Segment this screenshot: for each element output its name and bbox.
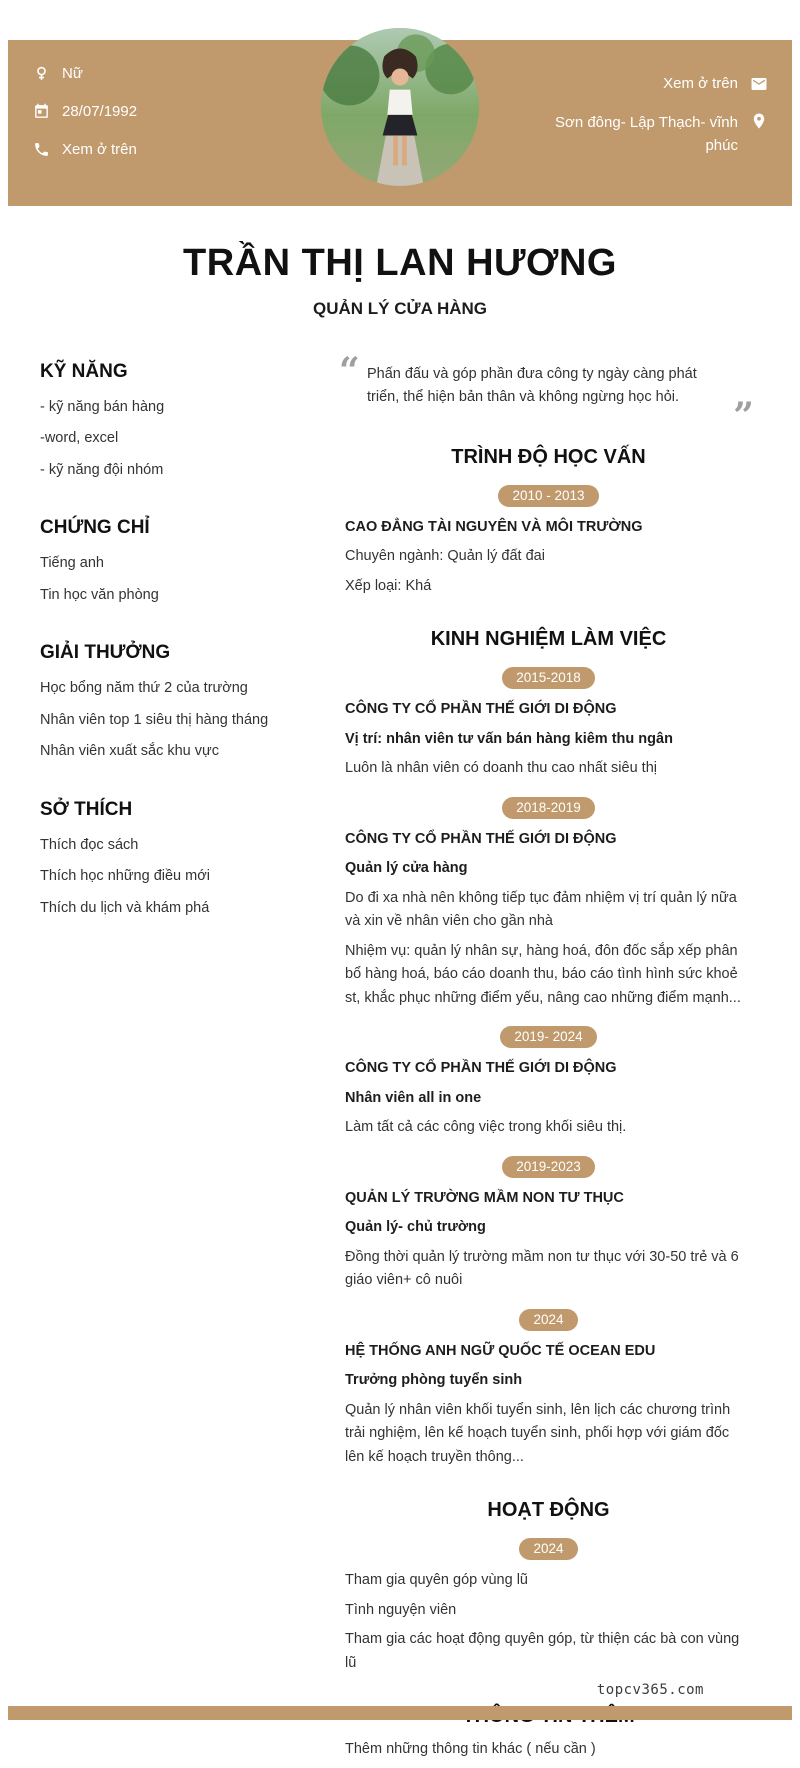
entry-role: Trưởng phòng tuyển sinh bbox=[345, 1372, 523, 1389]
entry-role: Vị trí: nhân viên tư vấn bán hàng kiêm thu ngân bbox=[345, 730, 673, 747]
period-badge: 2018-2019 bbox=[502, 797, 595, 819]
phone-row bbox=[32, 140, 137, 159]
entry-desc: Nhiệm vụ: quản lý nhân sự, hàng hoá, đôn đốc sắp xếp phân bổ hàng hoá, báo cáo doanh thu, báo cáo tình hình sức khoẻ st, khắc phục những điểm yếu, nâng cao những điểm mạnh... bbox=[345, 942, 741, 1006]
entry-desc: Quản lý nhân viên khối tuyển sinh, lên lịch các chương trình trải nghiệm, lên kế hoạch tuyển sinh, phối hợp với giám đốc lên kế hoạch truyền thông... bbox=[345, 1401, 731, 1465]
activity-line: Tham gia các hoạt động quyên góp, từ thiện các bà con vùng lũ bbox=[345, 1631, 740, 1671]
section-heading-education: TRÌNH ĐỘ HỌC VẤN bbox=[451, 445, 646, 468]
birthdate-row bbox=[32, 102, 137, 121]
activity-line: Tham gia quyên góp vùng lũ bbox=[345, 1572, 528, 1589]
open-quote-icon: “ bbox=[339, 350, 360, 392]
entry-role: Quản lý- chủ trường bbox=[345, 1219, 486, 1236]
sidebar-item: - kỹ năng bán hàng bbox=[40, 399, 165, 415]
period-badge: 2024 bbox=[519, 1309, 577, 1331]
sidebar-item: -word, excel bbox=[40, 430, 119, 447]
badge-row bbox=[345, 797, 752, 819]
sidebar-heading: CHỨNG CHỈ bbox=[40, 517, 150, 539]
gender-icon bbox=[32, 64, 51, 83]
sidebar-heading: GIẢI THƯỞNG bbox=[40, 642, 171, 664]
cv-body bbox=[0, 206, 800, 1768]
calendar-icon bbox=[32, 102, 51, 121]
header-contact-right bbox=[538, 74, 768, 182]
address-value: Sơn đông- Lập Thạch- vĩnh phúc bbox=[554, 114, 738, 155]
sidebar-item: Học bổng năm thứ 2 của trường bbox=[40, 680, 248, 697]
period-badge: 2019-2023 bbox=[502, 1156, 595, 1178]
location-icon bbox=[749, 111, 768, 130]
watermark-brand: topcv365.com bbox=[596, 1682, 704, 1698]
sidebar-item: Tin học văn phòng bbox=[40, 586, 159, 603]
mail-icon bbox=[749, 74, 768, 93]
entry-line: Xếp loại: Khá bbox=[345, 577, 432, 594]
period-badge: 2024 bbox=[519, 1538, 577, 1560]
entry-line: Chuyên ngành: Quản lý đất đai bbox=[345, 548, 545, 565]
period-badge: 2019- 2024 bbox=[500, 1026, 596, 1048]
sidebar-section-awards bbox=[40, 642, 305, 762]
entry-org: CAO ĐẲNG TÀI NGUYÊN VÀ MÔI TRƯỜNG bbox=[345, 518, 643, 535]
entry-org: QUẢN LÝ TRƯỜNG MẦM NON TƯ THỤC bbox=[345, 1189, 624, 1206]
section-heading-experience: KINH NGHIỆM LÀM VIỆC bbox=[430, 628, 667, 651]
objective-quote bbox=[339, 350, 754, 437]
sidebar-item: Nhân viên xuất sắc khu vực bbox=[40, 743, 219, 760]
gender-value: Nữ bbox=[62, 65, 83, 82]
entry-desc: Làm tất cả các công việc trong khối siêu thị. bbox=[345, 1119, 627, 1136]
footer-band bbox=[8, 1706, 792, 1720]
close-quote-icon: ” bbox=[733, 394, 754, 437]
entry-org: CÔNG TY CỔ PHẦN THẾ GIỚI DI ĐỘNG bbox=[345, 830, 617, 847]
entry-role: Quản lý cửa hàng bbox=[345, 860, 468, 877]
sidebar-section-hobbies bbox=[40, 799, 305, 919]
badge-row bbox=[345, 485, 752, 507]
section-heading-activities: HOẠT ĐỘNG bbox=[487, 1499, 610, 1522]
header-contact-left bbox=[32, 64, 137, 182]
experience-entry bbox=[345, 667, 752, 780]
period-badge: 2015-2018 bbox=[502, 667, 595, 689]
birthdate-value: 28/07/1992 bbox=[62, 103, 138, 120]
phone-value: Xem ở trên bbox=[62, 141, 137, 158]
job-title: QUẢN LÝ CỬA HÀNG bbox=[312, 299, 488, 318]
gender-row bbox=[32, 64, 137, 83]
sidebar-item: Thích học những điều mới bbox=[40, 868, 210, 885]
full-name: TRẦN THỊ LAN HƯƠNG bbox=[183, 242, 617, 284]
quote-text: Phấn đấu và góp phần đưa công ty ngày càng phát triển, thể hiện bản thân và không ngừng học hỏi. bbox=[367, 366, 697, 406]
entry-org: HỆ THỐNG ANH NGỮ QUỐC TẾ OCEAN EDU bbox=[345, 1342, 656, 1359]
address-row bbox=[538, 111, 768, 158]
more-info-line: Thêm những thông tin khác ( nếu cần ) bbox=[345, 1741, 596, 1758]
email-row bbox=[663, 74, 768, 93]
entry-org: CÔNG TY CỔ PHẦN THẾ GIỚI DI ĐỘNG bbox=[345, 701, 617, 718]
activity-entry bbox=[345, 1538, 752, 1675]
two-column-layout bbox=[0, 350, 800, 1768]
sidebar-section-skills bbox=[40, 361, 305, 481]
sidebar bbox=[40, 361, 305, 1768]
sidebar-item: Thích đọc sách bbox=[40, 836, 139, 853]
entry-desc: Đồng thời quản lý trường mầm non tư thục với 30-50 trẻ và 6 giáo viên+ cô nuôi bbox=[345, 1248, 739, 1289]
badge-row bbox=[345, 1538, 752, 1560]
badge-row bbox=[345, 1309, 752, 1331]
sidebar-item: - kỹ năng đội nhóm bbox=[40, 461, 164, 478]
profile-photo bbox=[321, 28, 479, 186]
sidebar-heading: KỸ NĂNG bbox=[40, 361, 128, 382]
sidebar-heading: SỞ THÍCH bbox=[40, 798, 133, 820]
sidebar-item: Nhân viên top 1 siêu thị hàng tháng bbox=[40, 711, 269, 728]
entry-role: Nhân viên all in one bbox=[345, 1089, 482, 1106]
sidebar-section-certificates bbox=[40, 517, 305, 606]
entry-desc: Luôn là nhân viên có doanh thu cao nhất siêu thị bbox=[345, 760, 657, 777]
experience-entry bbox=[345, 797, 752, 1010]
badge-row bbox=[345, 1156, 752, 1178]
sidebar-item: Tiếng anh bbox=[40, 555, 104, 572]
education-entry bbox=[345, 485, 752, 598]
activity-line: Tình nguyện viên bbox=[345, 1601, 457, 1618]
entry-desc: Do đi xa nhà nên không tiếp tục đảm nhiệm vị trí quản lý nữa và xin về nhân viên cho gần nhà bbox=[345, 889, 737, 930]
experience-entry bbox=[345, 1156, 752, 1293]
experience-entry bbox=[345, 1026, 752, 1139]
entry-org: CÔNG TY CỔ PHẦN THẾ GIỚI DI ĐỘNG bbox=[345, 1060, 617, 1077]
sidebar-item: Thích du lịch và khám phá bbox=[40, 899, 210, 916]
email-value: Xem ở trên bbox=[663, 75, 738, 92]
profile-photo-placeholder bbox=[321, 28, 479, 186]
badge-row bbox=[345, 667, 752, 689]
main-column bbox=[339, 350, 754, 1768]
period-badge: 2010 - 2013 bbox=[498, 485, 598, 507]
experience-entry bbox=[345, 1309, 752, 1469]
badge-row bbox=[345, 1026, 752, 1048]
phone-icon bbox=[32, 140, 51, 159]
